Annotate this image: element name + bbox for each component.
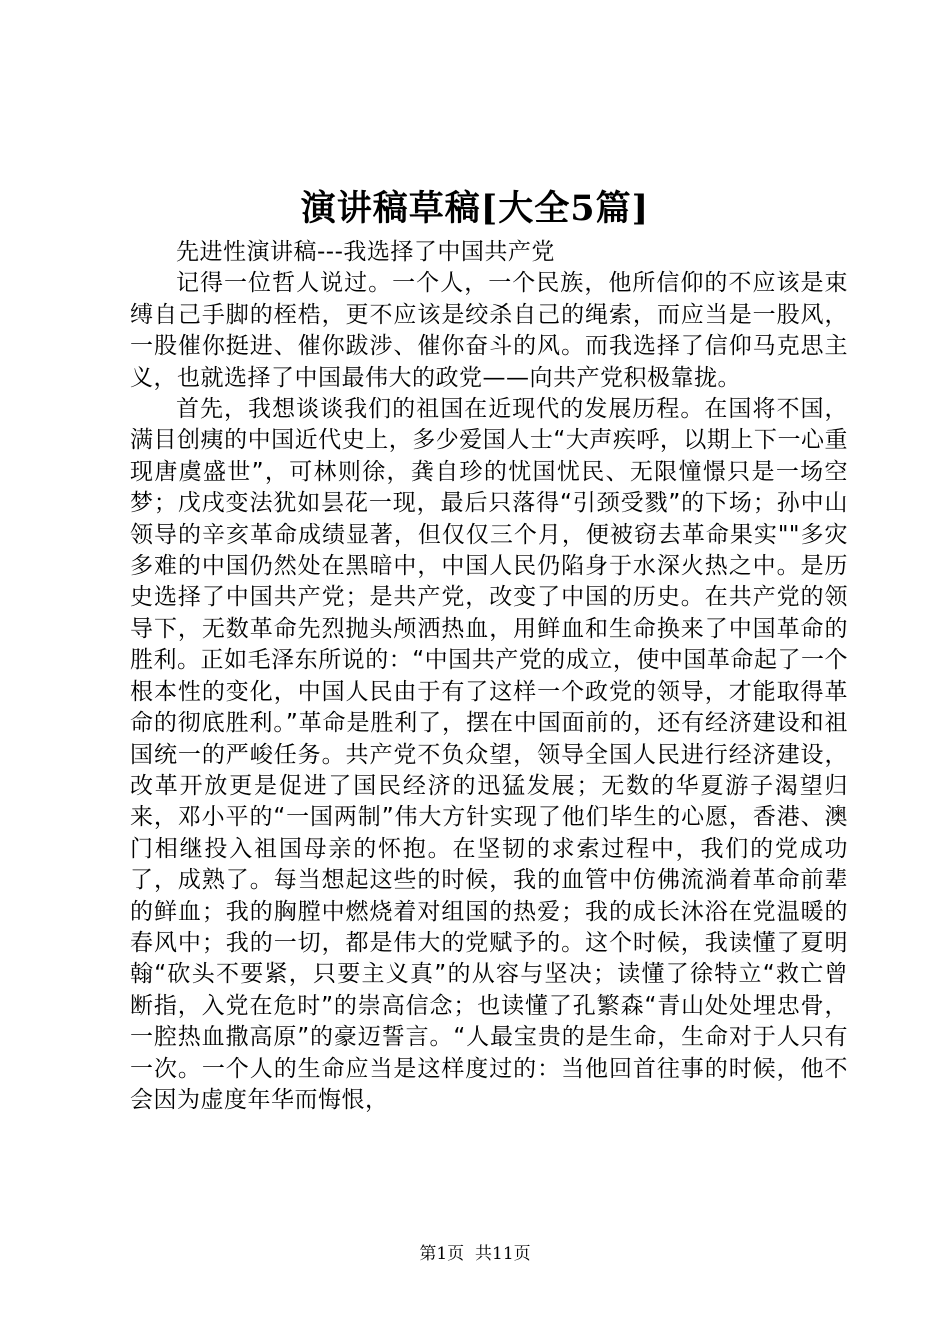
body-paragraph: 首先，我想谈谈我们的祖国在近现代的发展历程。在国将不国，满目创痍的中国近代史上，多少爱国人士“大声疾呼，以期上下一心重现唐虞盛世”，可林则徐，龚自珍的忧国忧民、无限憧憬只是一场空梦；戊戌变法犹如昙花一现，最后只落得“引颈受戮”的下场；孙中山领导的辛亥革命成绩显著，但仅仅三个月，便被窃去革命果实""多灾多难的中国仍然处在黑暗中，中国人民仍陷身于水深火热之中。是历史选择了中国共产党；是共产党，改变了中国的历史。在共产党的领导下，无数革命先烈抛头颅洒热血，用鲜血和生命换来了中国革命的胜利。正如毛泽东所说的：“中国共产党的成立，使中国革命起了一个根本性的变化，中国人民由于有了这样一个政党的领导，才能取得革命的彻底胜利。”革命是胜利了，摆在中国面前的，还有经济建设和祖国统一的严峻任务。共产党不负众望，领导全国人民进行经济建设，改革开放更是促进了国民经济的迅猛发展；无数的华夏游子渴望归来，邓小平的“一国两制”伟大方针实现了他们毕生的心愿，香港、澳门相继投入祖国母亲的怀抱。在坚韧的求索过程中，我们的党成功了，成熟了。每当想起这些的时候，我的血管中仿佛流淌着革命前辈的鲜血；我的胸膛中燃烧着对组国的热爱；我的成长沐浴在党温暖的春风中；我的一切，都是伟大的党赋予的。这个时候，我读懂了夏明翰“砍头不要紧，只要主义真”的从容与坚决；读懂了徐特立“救亡曾断指，入党在危时”的崇高信念；也读懂了孔繁森“青山处处埋忠骨，一腔热血撒高原”的豪迈誓言。“人最宝贵的是生命，生命对于人只有一次。一个人的生命应当是这样度过的：当他回首往事的时候，他不会因为虚度年华而悔恨， [130, 396, 848, 1113]
page-total: 共11页 [475, 1244, 531, 1264]
body-paragraph: 记得一位哲人说过。一个人，一个民族，他所信仰的不应该是束缚自己手脚的桎梏，更不应该是绞杀自己的绳索，而应当是一股风，一股催你挺进、催你跋涉、催你奋斗的风。而我选择了信仰马克思主义，也就选择了中国最伟大的政党——向共产党积极靠拢。 [130, 270, 848, 391]
document-title: 演讲稿草稿[大全5篇] [300, 188, 650, 229]
page-footer [0, 1243, 950, 1265]
document-body [130, 237, 848, 1116]
page-number: 第1页 [419, 1244, 465, 1264]
speech-subtitle-paragraph: 先进性演讲稿---我选择了中国共产党 [176, 239, 555, 265]
